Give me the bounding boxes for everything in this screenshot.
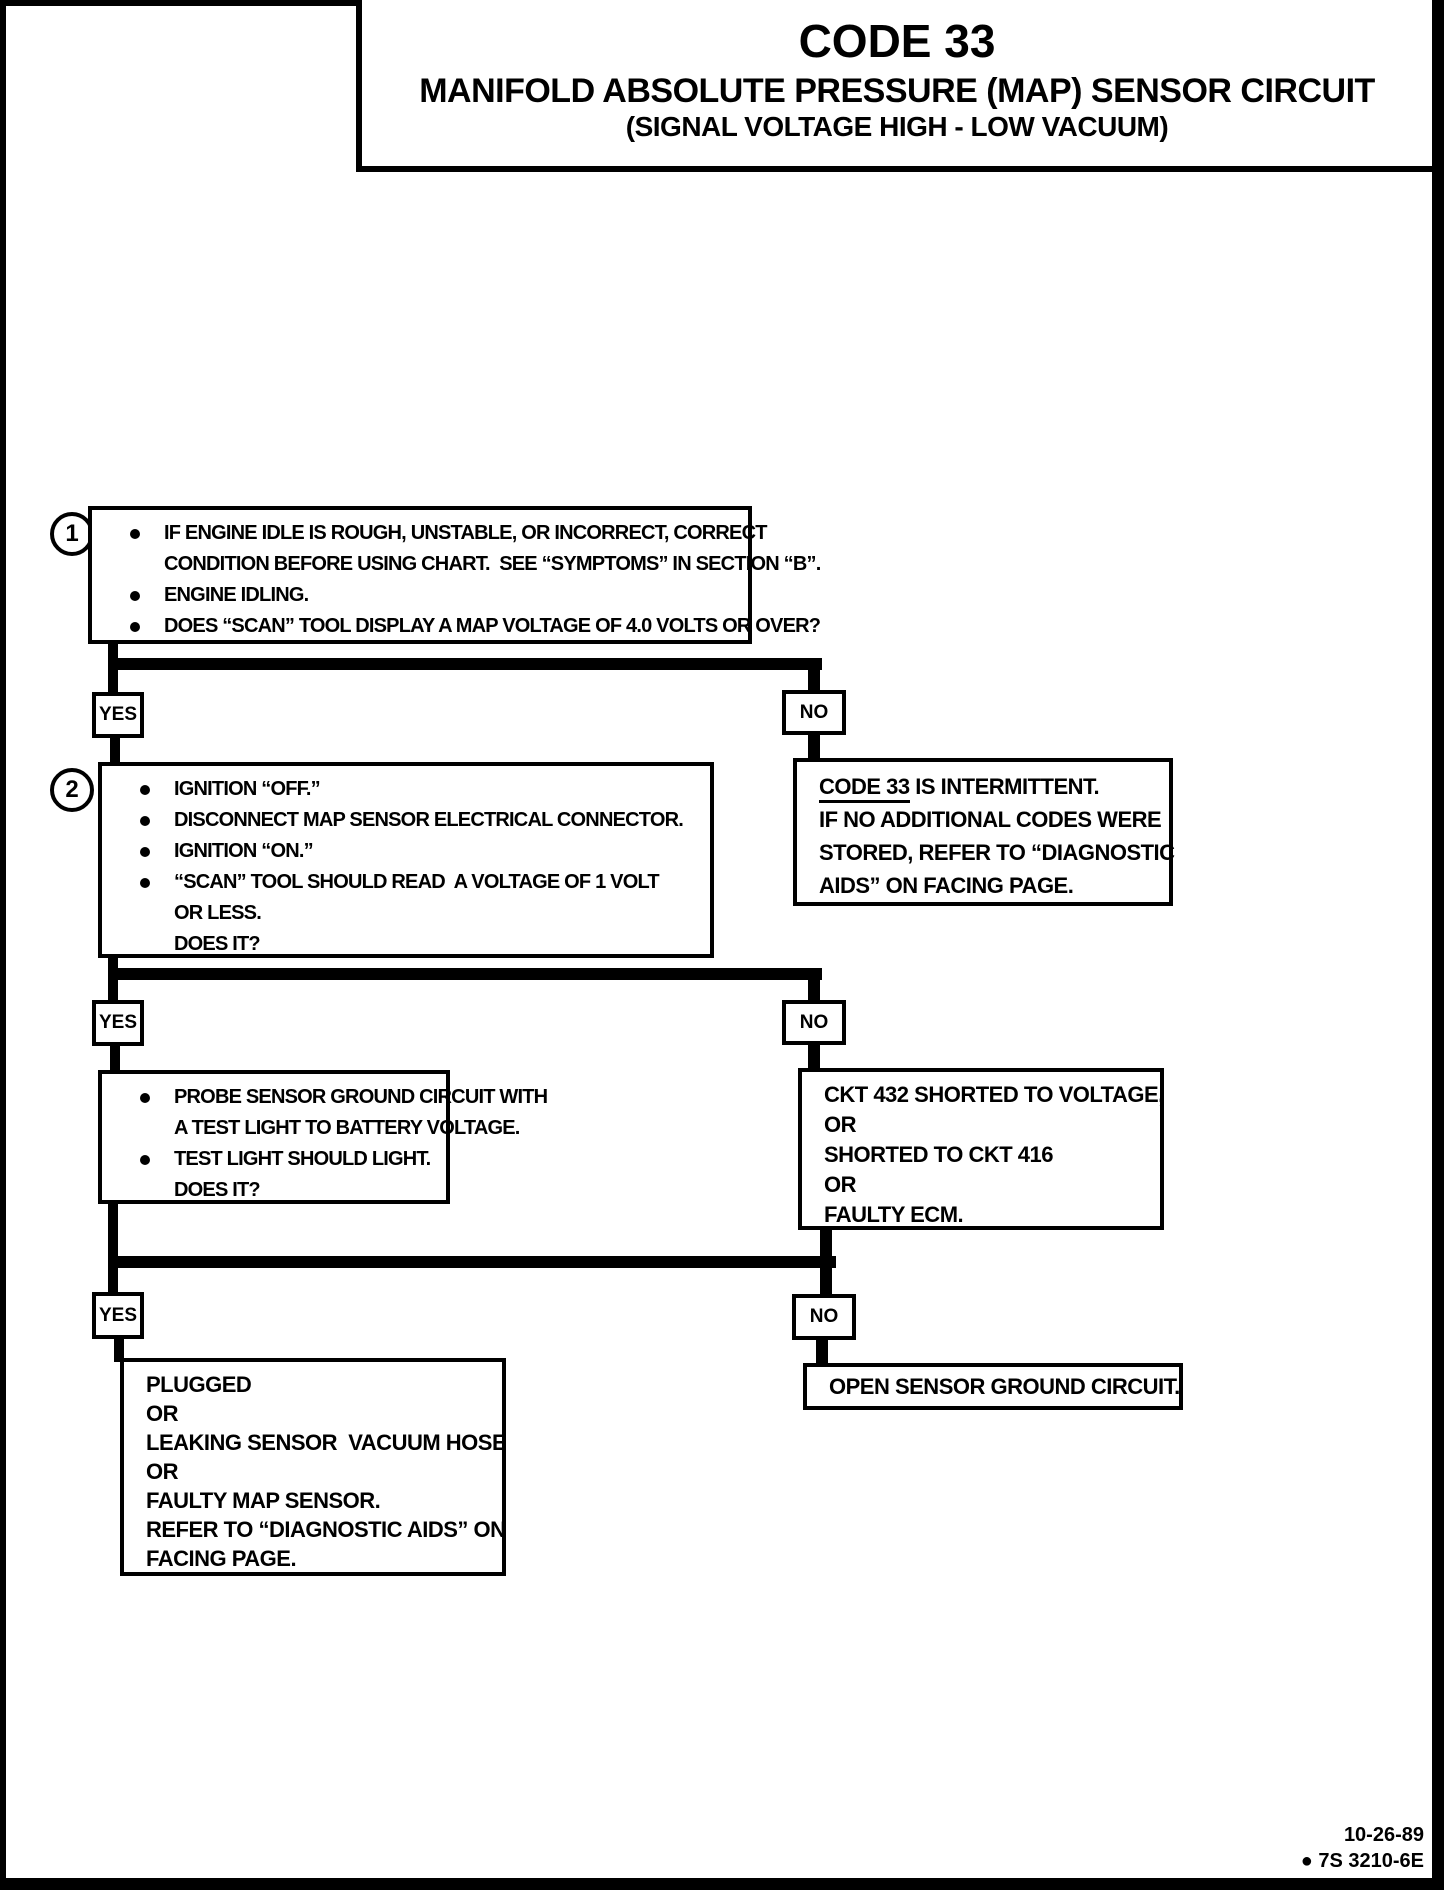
bullet-icon [130, 622, 140, 632]
result-plugged-line: PLUGGED [146, 1372, 252, 1397]
connector-line [108, 1256, 836, 1268]
step3-item-cont: DOES IT? [174, 1179, 260, 1201]
result-plugged-line: LEAKING SENSOR VACUUM HOSE [146, 1430, 507, 1455]
bullet-icon [140, 816, 150, 826]
connector-line [108, 1202, 118, 1296]
title-condition: (SIGNAL VOLTAGE HIGH - LOW VACUUM) [625, 111, 1169, 142]
bullet-icon [140, 847, 150, 857]
result-plugged-box [120, 1358, 506, 1576]
no2-label: NO [782, 1000, 846, 1045]
footer-bullet-icon: ● [1300, 1850, 1313, 1872]
step3-box [98, 1070, 548, 1204]
step2-item: DISCONNECT MAP SENSOR ELECTRICAL CONNECTOR. [102, 805, 710, 836]
step-number-1: 1 [50, 512, 94, 556]
result-open-ground-box [803, 1363, 1183, 1410]
result-intermittent-box [793, 758, 1173, 906]
bullet-icon [130, 591, 140, 601]
step1-item: IF ENGINE IDLE IS ROUGH, UNSTABLE, OR INCORRECT, CORRECT [92, 518, 748, 549]
result-plugged-line: FACING PAGE. [146, 1546, 297, 1571]
step2-item: “SCAN” TOOL SHOULD READ A VOLTAGE OF 1 VOLT [102, 867, 710, 898]
result-intermittent-line: STORED, REFER TO “DIAGNOSTIC [819, 840, 1175, 865]
step1-item-cont: CONDITION BEFORE USING CHART. SEE “SYMPTOMS” IN SECTION “B”. [164, 553, 821, 575]
connector-line [110, 1044, 120, 1072]
result-intermittent-line: CODE 33 IS INTERMITTENT. [797, 770, 1169, 803]
result-intermittent-line: AIDS” ON FACING PAGE. [819, 873, 1074, 898]
connector-line [108, 658, 822, 670]
step-number-2: 2 [50, 768, 94, 812]
result-ckt-line: FAULTY ECM. [824, 1202, 964, 1227]
result-ckt-line: OR [824, 1172, 856, 1197]
step1-item: DOES “SCAN” TOOL DISPLAY A MAP VOLTAGE OF 4.0 VOLTS OR OVER? [92, 611, 748, 642]
title-box [356, 0, 1432, 172]
step3-item: TEST LIGHT SHOULD LIGHT. [102, 1144, 446, 1175]
step2-item-cont: DOES IT? [174, 933, 260, 955]
result-ckt-line: OR [824, 1112, 856, 1137]
result-plugged-line: FAULTY MAP SENSOR. [146, 1488, 381, 1513]
step1-box [88, 506, 821, 644]
bullet-icon [140, 1093, 150, 1103]
connector-line [108, 968, 822, 980]
step2-item: IGNITION “ON.” [102, 836, 710, 867]
footer-doc-number: 7S 3210-6E [1318, 1850, 1424, 1872]
connector-line [808, 1043, 820, 1070]
yes2-label: YES [92, 1000, 144, 1046]
footer [1301, 1822, 1424, 1874]
result-plugged-line: OR [146, 1459, 178, 1484]
step3-item-cont: A TEST LIGHT TO BATTERY VOLTAGE. [174, 1117, 520, 1139]
result-open-ground-text: OPEN SENSOR GROUND CIRCUIT. [829, 1373, 1180, 1399]
bullet-icon [140, 785, 150, 795]
result-ckt-box [798, 1068, 1164, 1230]
title-subtitle: MANIFOLD ABSOLUTE PRESSURE (MAP) SENSOR CIRCUIT [419, 72, 1375, 110]
step3-item: PROBE SENSOR GROUND CIRCUIT WITH [102, 1082, 446, 1113]
result-intermittent-line: IF NO ADDITIONAL CODES WERE [819, 807, 1162, 832]
result-ckt-line: SHORTED TO CKT 416 [824, 1142, 1053, 1167]
yes1-label: YES [92, 692, 144, 738]
no1-label: NO [782, 690, 846, 735]
result-plugged-line: REFER TO “DIAGNOSTIC AIDS” ON [146, 1517, 506, 1542]
connector-line [108, 956, 118, 1004]
step1-item: ENGINE IDLING. [92, 580, 748, 611]
step2-box [98, 762, 714, 958]
page-title: CODE 33 [798, 15, 996, 67]
result-plugged-line: OR [146, 1401, 178, 1426]
step2-item: IGNITION “OFF.” [102, 774, 710, 805]
result-ckt-line: CKT 432 SHORTED TO VOLTAGE, [824, 1082, 1164, 1107]
bullet-icon [140, 878, 150, 888]
bullet-icon [130, 529, 140, 539]
footer-date: 10-26-89 [1343, 1824, 1424, 1846]
step2-item-cont: OR LESS. [174, 902, 261, 924]
bullet-icon [140, 1155, 150, 1165]
no3-label: NO [792, 1294, 856, 1340]
yes3-label: YES [92, 1292, 144, 1339]
connector-line [820, 1230, 832, 1296]
footer-doc [1301, 1848, 1424, 1874]
